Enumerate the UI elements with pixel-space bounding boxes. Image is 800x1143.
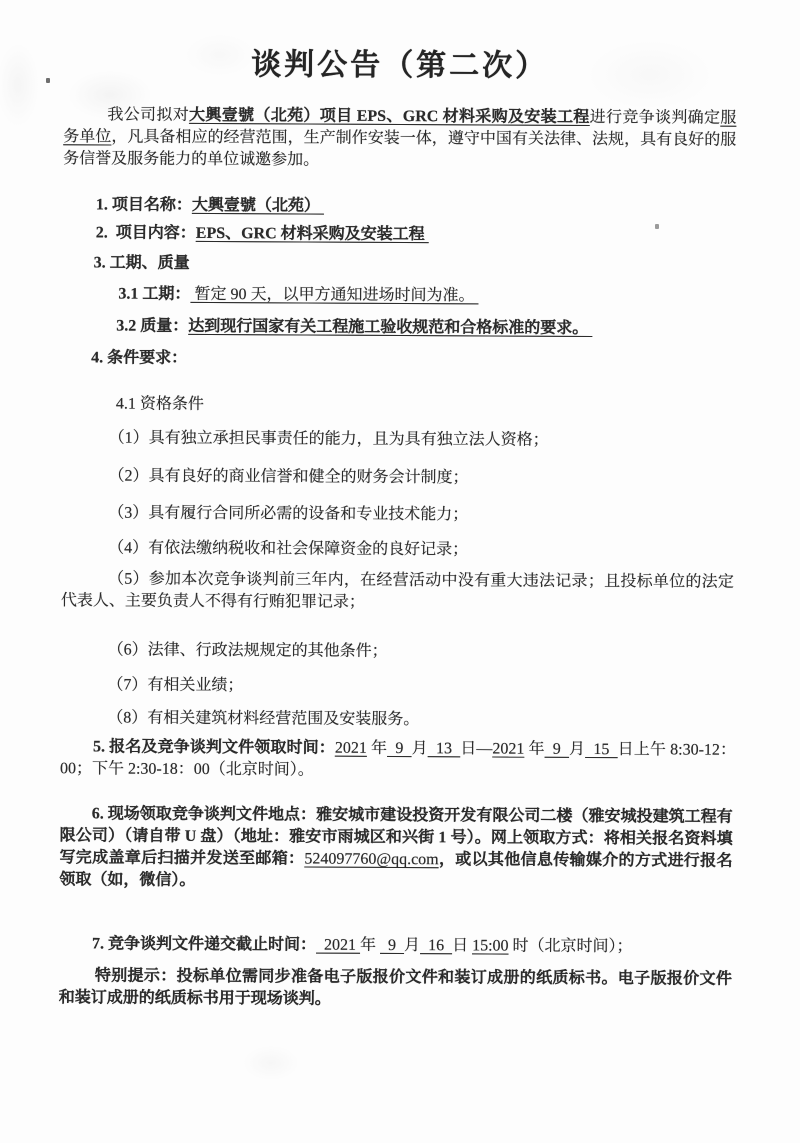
scan-speck — [46, 78, 50, 83]
item-qualification-heading — [116, 394, 735, 419]
item-document-pickup-place — [59, 803, 732, 895]
text-run: 5. 报名及竞争谈判文件领取时间： — [93, 738, 335, 757]
text-run: 2021 — [334, 739, 367, 757]
text-run: 月 — [569, 740, 586, 758]
text-run: 6. 现场领取竞争谈判文件地点： — [91, 805, 317, 824]
text-run: 日 — [452, 937, 473, 955]
text-run: 3. 工期、质量 — [93, 254, 190, 272]
text-run: 2. 项目内容： — [95, 224, 196, 242]
text-run: （5）参加本次竞争谈判前三年内，在经营活动中没有重大违法记录；且投标单位的法定代表人、主要负责人不得有行贿犯罪记录； — [60, 570, 735, 611]
condition-1 — [109, 427, 735, 452]
text-run: 月 — [404, 937, 421, 955]
condition-8 — [107, 707, 733, 732]
item-schedule — [118, 284, 735, 309]
condition-2 — [108, 465, 734, 490]
text-run: （3）具有履行合同所必需的设备和专业技术能力； — [108, 504, 469, 524]
text-run: 13 — [427, 740, 461, 758]
text-run: 大興壹號（北苑） — [191, 196, 324, 215]
text-run: 524097760@qq.com — [304, 850, 439, 869]
text-run: ，凡具备相应的经营范围，生产制作安装一体，遵守中国有关法律、法规，具有良好的服务信誉及服务能力的单位诚邀参加。 — [63, 128, 737, 169]
condition-4 — [108, 537, 734, 562]
text-run: （2）具有良好的商业信誉和健全的财务会计制度； — [108, 467, 469, 487]
condition-6 — [108, 639, 734, 664]
special-notice-paragraph — [59, 965, 732, 1013]
item-project-content — [96, 222, 736, 247]
text-run: 大興壹號（北苑）项目 EPS、GRC 材料采购及安装工程 — [189, 106, 590, 126]
text-run: 月 — [411, 740, 428, 758]
document-title: 谈判公告（第二次） — [251, 48, 549, 83]
text-run: （7）有相关业绩； — [107, 676, 244, 695]
text-run: 15 — [585, 740, 618, 759]
text-run: 4.1 资格条件 — [115, 395, 204, 413]
item-project-name — [96, 194, 736, 219]
text-run: 特别提示：投标单位需同步准备电子版报价文件和装订成册的纸质标书。电子版报价文件和装订成册的纸质标书用于现场谈判。 — [58, 967, 732, 1008]
text-run: 达到现行国家有关工程施工验收规范和合格标准的要求。 — [188, 317, 593, 338]
text-run: 进行竞争谈判确定 — [589, 108, 721, 127]
condition-5 — [61, 568, 734, 616]
text-run: 15:00 — [472, 937, 509, 955]
text-run: 2021 — [316, 936, 361, 954]
text-run: 9 — [380, 936, 405, 955]
text-run: （4）有依法缴纳税收和社会保障资金的良好记录； — [108, 539, 469, 559]
text-run: 时（北京时间）； — [508, 937, 633, 956]
text-run: 日— — [460, 740, 493, 758]
text-run: （6）法律、行政法规规定的其他条件； — [107, 641, 388, 660]
item-quality — [116, 316, 735, 341]
item-submission-deadline — [92, 933, 735, 958]
text-run: 9 — [544, 740, 570, 758]
text-run: EPS、GRC 材料采购及安装工程 — [195, 224, 429, 244]
text-run: 3.2 质量： — [116, 317, 189, 335]
text-run: 4. 条件要求： — [91, 349, 188, 367]
text-run: 暂定 90 天，以甲方通知进场时间为准。 — [190, 285, 479, 305]
text-run: 年 — [360, 936, 381, 954]
text-run: 3.1 工期： — [118, 285, 191, 303]
condition-7 — [107, 674, 733, 699]
condition-3 — [108, 502, 734, 527]
text-run: 日上午 8:30-12：00；下午 2:30-18：00（北京时间）。 — [59, 741, 737, 779]
text-run: 我公司拟对 — [107, 106, 190, 124]
text-run: 9 — [387, 739, 412, 758]
scan-speck — [655, 224, 659, 229]
item-schedule-quality — [94, 252, 736, 277]
text-run: 雅安城市建设投资开发有限公司二楼（雅安城投建筑工程有限公司）（请自带 U 盘）（地址：雅安市雨城区和兴街 1 号）。网上领取方式：将相关报名资料填写完成盖章后扫描并发送至邮箱： — [59, 806, 733, 868]
text-run: 2021 — [492, 740, 525, 758]
text-run: 1. 项目名称： — [95, 196, 192, 214]
text-run: ，或以其他信息传输媒介的方式进行报名领取（如，微信）。 — [59, 851, 733, 889]
text-run: （1）具有独立承担民事责任的能力，且为具有独立法人资格； — [108, 429, 549, 449]
text-run: 7. 竞争谈判文件递交截止时间： — [92, 935, 317, 954]
text-run: 年 — [524, 740, 545, 758]
text-run: 年 — [366, 739, 388, 757]
item-document-pickup-time — [60, 736, 736, 784]
item-requirements — [91, 347, 735, 372]
intro-paragraph — [63, 104, 736, 174]
text-run: 服务单位 — [63, 109, 737, 146]
text-run: （8）有相关建筑材料经营范围及安装服务。 — [107, 709, 420, 729]
text-run: 16 — [420, 937, 453, 955]
